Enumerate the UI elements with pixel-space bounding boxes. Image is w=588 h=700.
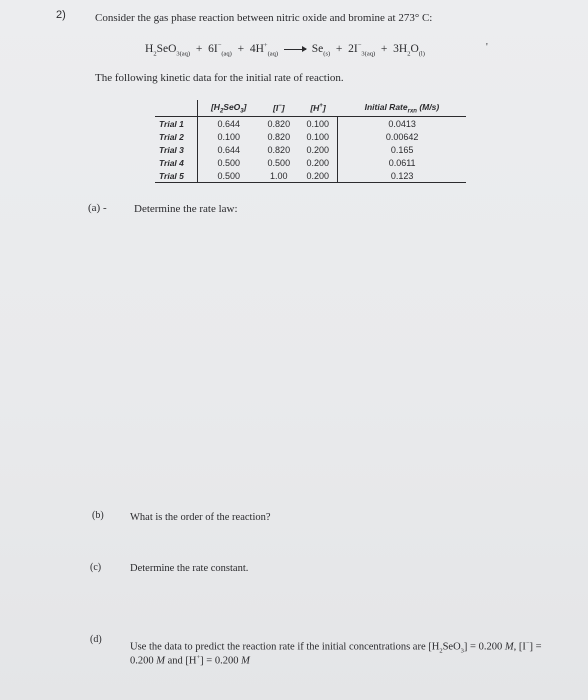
part-a-text: Determine the rate law:	[134, 203, 238, 215]
iodide-cell: 0.820	[267, 118, 291, 129]
header-hydrogen: [H+]	[298, 100, 338, 117]
question-intro: Consider the gas phase reaction between nitric oxide and bromine at 273° C:	[95, 12, 433, 24]
iodide-cell: 0.500	[267, 157, 291, 168]
part-d-text-line1: Use the data to predict the reaction rate if the initial concentrations are $[H_2SeO_3] = 0.200$ M, [I−] =	[130, 640, 542, 655]
part-b-text: What is the order of the reaction?	[130, 512, 271, 523]
hydrogen-cell: 0.200	[306, 144, 329, 155]
header-iodide: [I−]	[259, 100, 298, 117]
eq-product-3: $3H_2O_{(l)}$	[393, 42, 425, 58]
trial-cell: Trial 1	[155, 117, 198, 131]
table-row	[155, 169, 466, 183]
h2seo3-cell: 0.100	[217, 131, 240, 142]
reaction-equation	[145, 42, 425, 57]
rate-cell: 0.0413	[338, 117, 466, 131]
eq-plus: +	[380, 42, 388, 55]
rate-cell: 0.165	[338, 143, 466, 156]
part-d-text-line2: 0.200 M and [H+] = 0.200 M	[130, 654, 250, 667]
hydrogen-cell: 0.100	[306, 131, 329, 142]
part-b-label: (b)	[92, 510, 104, 521]
trial-cell: Trial 3	[155, 143, 198, 156]
iodide-cell: 0.820	[267, 131, 291, 142]
table-lead-text: The following kinetic data for the initial rate of reaction.	[95, 72, 344, 84]
reaction-arrow-icon	[284, 49, 306, 50]
h2seo3-cell: 0.500	[217, 157, 240, 168]
hydrogen-cell: 0.200	[306, 157, 329, 168]
hydrogen-cell: 0.100	[306, 118, 329, 129]
iodide-cell: 1.00	[259, 169, 298, 183]
eq-reactant-3: $4H^+_{(aq)}$	[249, 42, 279, 58]
eq-plus: +	[335, 42, 343, 55]
part-a-label: (a) -	[88, 202, 107, 214]
eq-product-2: $2I^-_{3(aq)}$	[348, 42, 376, 58]
trial-cell: Trial 5	[155, 169, 198, 183]
table-row	[155, 143, 466, 156]
part-c-label: (c)	[90, 562, 102, 573]
hydrogen-cell: 0.200	[298, 169, 338, 183]
rate-cell: 0.123	[338, 169, 466, 183]
rate-cell: 0.00642	[338, 130, 466, 143]
table-header-row	[155, 100, 466, 117]
kinetic-data-table	[155, 100, 466, 183]
eq-plus: +	[237, 42, 245, 55]
eq-reactant-2: $6I^-_{(aq)}$	[208, 42, 232, 58]
header-h2seo3: $[H_2SeO_3]$	[198, 100, 260, 117]
header-trial	[155, 100, 198, 117]
iodide-cell: 0.820	[267, 144, 291, 155]
h2seo3-cell: 0.644	[217, 144, 240, 155]
table-row	[155, 130, 466, 143]
eq-plus: +	[195, 42, 203, 55]
h2seo3-cell: 0.644	[217, 118, 240, 129]
part-d-label: (d)	[90, 634, 102, 645]
rate-cell: 0.0611	[338, 156, 466, 169]
h2seo3-cell: 0.500	[198, 169, 260, 183]
question-number: 2)	[56, 9, 66, 21]
trial-cell: Trial 2	[155, 130, 198, 143]
part-c-text: Determine the rate constant.	[130, 563, 249, 574]
eq-reactant-1: $H_2SeO_{3(aq)}$	[145, 42, 191, 58]
trial-cell: Trial 4	[155, 156, 198, 169]
header-rate: Initial Rate$_{rxn}$ (M/s)	[338, 100, 466, 117]
stray-mark: '	[486, 42, 488, 53]
table-row	[155, 117, 466, 131]
table-row	[155, 156, 466, 169]
eq-product-1: $Se_{(s)}$	[311, 42, 331, 58]
